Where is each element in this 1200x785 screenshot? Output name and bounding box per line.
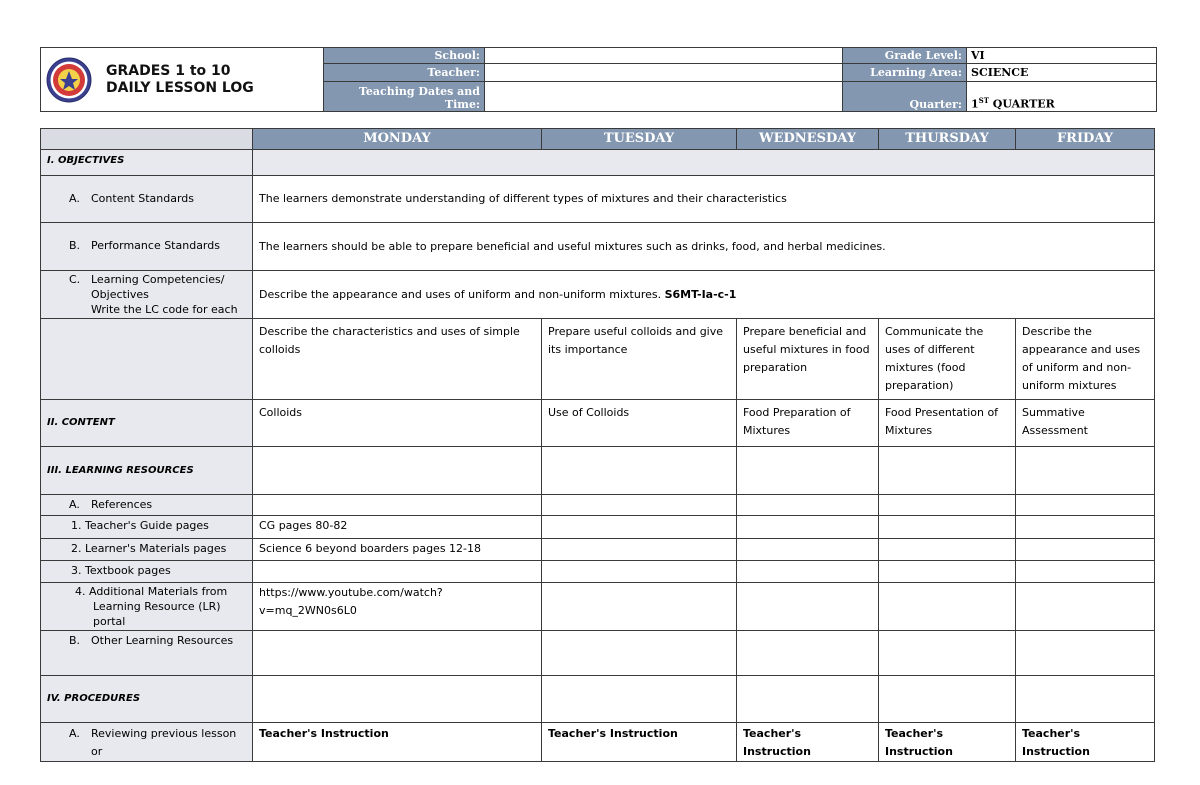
content-tuesday[interactable]: Use of Colloids bbox=[542, 400, 737, 447]
textbook-tuesday[interactable] bbox=[542, 561, 737, 583]
teachers-guide-label: 1. Teacher's Guide pages bbox=[41, 516, 253, 539]
additional-materials-friday[interactable] bbox=[1016, 583, 1155, 631]
grade-level-label: Grade Level: bbox=[843, 48, 967, 64]
additional-materials-tuesday[interactable] bbox=[542, 583, 737, 631]
textbook-wednesday[interactable] bbox=[737, 561, 879, 583]
reviewing-monday[interactable]: Teacher's Instruction bbox=[253, 723, 542, 762]
daily-objective-friday[interactable]: Describe the appearance and uses of uniform and non-uniform mixtures bbox=[1016, 319, 1155, 400]
header-logo-cell bbox=[41, 48, 324, 112]
teachers-guide-friday[interactable] bbox=[1016, 516, 1155, 539]
header-table bbox=[40, 47, 1157, 112]
textbook-label: 3. Textbook pages bbox=[41, 561, 253, 583]
learners-materials-label: 2. Learner's Materials pages bbox=[41, 539, 253, 561]
competencies-label-line1: Learning Competencies/ bbox=[91, 273, 225, 286]
procedures-monday[interactable] bbox=[253, 676, 542, 723]
quarter-value[interactable] bbox=[967, 81, 1157, 111]
references-letter: A. bbox=[69, 498, 80, 511]
teachers-guide-monday[interactable]: CG pages 80-82 bbox=[253, 516, 542, 539]
reviewing-thursday[interactable]: Teacher's Instruction bbox=[879, 723, 1016, 762]
teaching-dates-label: Teaching Dates and Time: bbox=[324, 81, 485, 111]
header-title-line2: DAILY LESSON LOG bbox=[106, 79, 254, 96]
learners-materials-wednesday[interactable] bbox=[737, 539, 879, 561]
additional-materials-label-line3: portal bbox=[93, 615, 126, 628]
references-thursday[interactable] bbox=[879, 495, 1016, 516]
corner-cell bbox=[41, 129, 253, 150]
reviewing-label: Reviewing previous lesson or bbox=[91, 727, 237, 758]
day-friday: FRIDAY bbox=[1016, 129, 1155, 150]
additional-materials-link[interactable]: https://www.youtube.com/watch?v=mq_2WN0s6L0 bbox=[253, 583, 542, 631]
school-label: School: bbox=[324, 48, 485, 64]
teachers-guide-wednesday[interactable] bbox=[737, 516, 879, 539]
reviewing-friday[interactable]: Teacher's Instruction bbox=[1016, 723, 1155, 762]
textbook-friday[interactable] bbox=[1016, 561, 1155, 583]
day-wednesday: WEDNESDAY bbox=[737, 129, 879, 150]
competencies-code: S6MT-Ia-c-1 bbox=[664, 287, 737, 301]
content-standards-letter: A. bbox=[69, 192, 80, 205]
content-thursday[interactable]: Food Presentation of Mixtures bbox=[879, 400, 1016, 447]
references-friday[interactable] bbox=[1016, 495, 1155, 516]
resources-friday[interactable] bbox=[1016, 447, 1155, 495]
competencies-cell[interactable] bbox=[253, 271, 1155, 319]
teachers-guide-thursday[interactable] bbox=[879, 516, 1016, 539]
quarter-sup: ST bbox=[978, 96, 989, 106]
references-wednesday[interactable] bbox=[737, 495, 879, 516]
learners-materials-thursday[interactable] bbox=[879, 539, 1016, 561]
additional-materials-wednesday[interactable] bbox=[737, 583, 879, 631]
references-monday[interactable] bbox=[253, 495, 542, 516]
header-title-line1: GRADES 1 to 10 bbox=[106, 62, 231, 79]
daily-objective-thursday[interactable]: Communicate the uses of different mixtures (food preparation) bbox=[879, 319, 1016, 400]
resources-monday[interactable] bbox=[253, 447, 542, 495]
references-label: References bbox=[91, 498, 153, 511]
objectives-section-label: I. OBJECTIVES bbox=[41, 150, 253, 176]
performance-standards-label: Performance Standards bbox=[91, 239, 220, 252]
competencies-text: Describe the appearance and uses of uniform and non-uniform mixtures. bbox=[259, 287, 662, 301]
day-tuesday: TUESDAY bbox=[542, 129, 737, 150]
resources-thursday[interactable] bbox=[879, 447, 1016, 495]
other-resources-thursday[interactable] bbox=[879, 631, 1016, 676]
teacher-label: Teacher: bbox=[324, 64, 485, 81]
procedures-wednesday[interactable] bbox=[737, 676, 879, 723]
additional-materials-thursday[interactable] bbox=[879, 583, 1016, 631]
content-standards-label: Content Standards bbox=[91, 192, 195, 205]
procedures-section-label: IV. PROCEDURES bbox=[41, 676, 253, 723]
content-wednesday[interactable]: Food Preparation of Mixtures bbox=[737, 400, 879, 447]
teachers-guide-tuesday[interactable] bbox=[542, 516, 737, 539]
day-monday: MONDAY bbox=[253, 129, 542, 150]
reviewing-wednesday[interactable]: Teacher's Instruction bbox=[737, 723, 879, 762]
procedures-tuesday[interactable] bbox=[542, 676, 737, 723]
procedures-friday[interactable] bbox=[1016, 676, 1155, 723]
references-tuesday[interactable] bbox=[542, 495, 737, 516]
deped-seal-icon bbox=[46, 57, 92, 103]
learners-materials-monday[interactable]: Science 6 beyond boarders pages 12-18 bbox=[253, 539, 542, 561]
quarter-word: QUARTER bbox=[988, 98, 1055, 111]
procedures-thursday[interactable] bbox=[879, 676, 1016, 723]
daily-objective-monday[interactable]: Describe the characteristics and uses of simple colloids bbox=[253, 319, 542, 400]
other-resources-friday[interactable] bbox=[1016, 631, 1155, 676]
competencies-label-cell bbox=[41, 271, 253, 319]
learners-materials-friday[interactable] bbox=[1016, 539, 1155, 561]
day-thursday: THURSDAY bbox=[879, 129, 1016, 150]
other-resources-label: Other Learning Resources bbox=[91, 634, 234, 647]
school-value[interactable] bbox=[485, 48, 843, 64]
reviewing-letter: A. bbox=[69, 727, 80, 740]
header-title bbox=[106, 63, 254, 97]
additional-materials-label-cell bbox=[41, 583, 253, 631]
content-friday[interactable]: Summative Assessment bbox=[1016, 400, 1155, 447]
performance-standards-text[interactable]: The learners should be able to prepare beneficial and useful mixtures such as drinks, food, and herbal medicines. bbox=[253, 223, 1155, 271]
content-monday[interactable]: Colloids bbox=[253, 400, 542, 447]
additional-materials-label-line1: 4. Additional Materials from bbox=[75, 585, 228, 598]
daily-objective-wednesday[interactable]: Prepare beneficial and useful mixtures in food preparation bbox=[737, 319, 879, 400]
resources-tuesday[interactable] bbox=[542, 447, 737, 495]
learners-materials-tuesday[interactable] bbox=[542, 539, 737, 561]
reviewing-tuesday[interactable]: Teacher's Instruction bbox=[542, 723, 737, 762]
other-resources-tuesday[interactable] bbox=[542, 631, 737, 676]
learning-area-value[interactable]: SCIENCE bbox=[967, 64, 1157, 81]
competencies-letter: C. bbox=[69, 273, 81, 286]
quarter-num: 1 bbox=[971, 98, 979, 111]
resources-section-label: III. LEARNING RESOURCES bbox=[41, 447, 253, 495]
textbook-monday[interactable] bbox=[253, 561, 542, 583]
content-standards-label-cell bbox=[41, 176, 253, 223]
grade-level-value[interactable]: VI bbox=[967, 48, 1157, 64]
additional-materials-label-line2: Learning Resource (LR) bbox=[93, 600, 221, 613]
competencies-label-line2: Objectives bbox=[91, 288, 149, 301]
content-standards-text[interactable]: The learners demonstrate understanding of different types of mixtures and their characteristics bbox=[253, 176, 1155, 223]
content-section-label: II. CONTENT bbox=[41, 400, 253, 447]
performance-standards-letter: B. bbox=[69, 239, 81, 252]
objectives-band bbox=[253, 150, 1155, 176]
learning-area-label: Learning Area: bbox=[843, 64, 967, 81]
daily-objectives-label-cell bbox=[41, 319, 253, 400]
other-resources-monday[interactable] bbox=[253, 631, 542, 676]
other-resources-letter: B. bbox=[69, 634, 81, 647]
textbook-thursday[interactable] bbox=[879, 561, 1016, 583]
resources-wednesday[interactable] bbox=[737, 447, 879, 495]
teaching-dates-value[interactable] bbox=[485, 81, 843, 111]
quarter-label: Quarter: bbox=[843, 81, 967, 111]
teacher-value[interactable] bbox=[485, 64, 843, 81]
competencies-label-line3: Write the LC code for each bbox=[91, 303, 238, 316]
other-resources-wednesday[interactable] bbox=[737, 631, 879, 676]
other-resources-label-cell bbox=[41, 631, 253, 676]
performance-standards-label-cell bbox=[41, 223, 253, 271]
daily-objective-tuesday[interactable]: Prepare useful colloids and give its importance bbox=[542, 319, 737, 400]
reviewing-label-cell bbox=[41, 723, 253, 762]
references-label-cell bbox=[41, 495, 253, 516]
lesson-log-table bbox=[40, 128, 1155, 762]
